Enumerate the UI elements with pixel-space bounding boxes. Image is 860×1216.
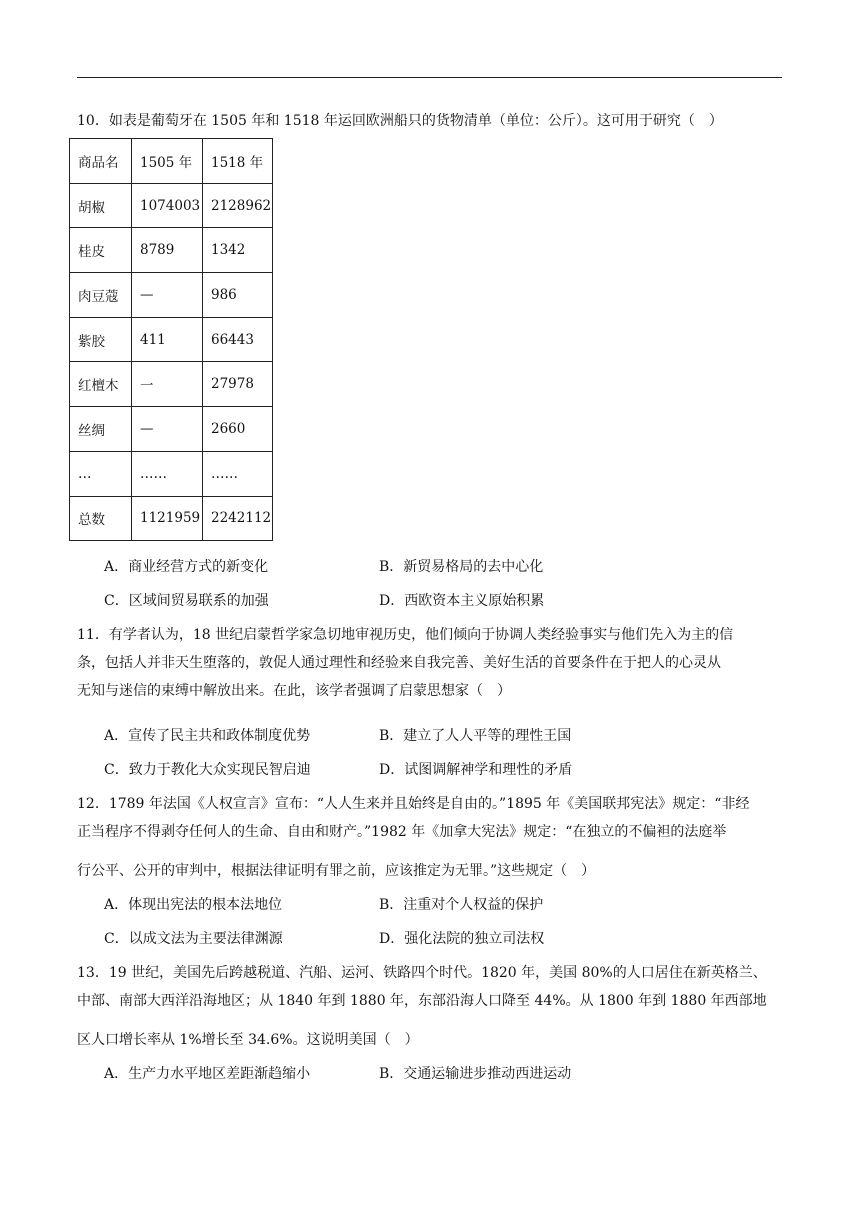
table-cell: 丝绸 bbox=[70, 407, 132, 452]
q12-option-b: B．注重对个人权益的保护 bbox=[379, 897, 544, 913]
q11-option-d: D．试图调解神学和理性的矛盾 bbox=[379, 762, 573, 778]
q10-option-d: D．西欧资本主义原始积累 bbox=[379, 593, 545, 609]
q10-option-a: A．商业经营方式的新变化 bbox=[104, 559, 269, 575]
table-cell: 411 bbox=[132, 317, 203, 362]
q12-line-2: 正当程序不得剥夺任何人的生命、自由和财产。”1982 年《加拿大宪法》规定：“在独立的不偏袒的法庭举 bbox=[77, 824, 727, 840]
table-cell: 胡椒 bbox=[70, 183, 132, 228]
table-cell: 总数 bbox=[70, 496, 132, 541]
q11-option-b: B．建立了人人平等的理性王国 bbox=[379, 728, 572, 744]
table-cell: 2660 bbox=[203, 407, 273, 452]
table-header-cell: 1505 年 bbox=[132, 139, 203, 184]
q12-line-3: 行公平、公开的审判中，根据法律证明有罪之前，应该推定为无罪。”这些规定（ ） bbox=[77, 863, 596, 879]
q11-option-c: C．致力于教化大众实现民智启迪 bbox=[104, 762, 311, 778]
table-cell: … bbox=[70, 451, 132, 496]
table-header-cell: 商品名 bbox=[70, 139, 132, 184]
table-header-row bbox=[70, 139, 273, 184]
q12-option-a: A．体现出宪法的根本法地位 bbox=[104, 897, 283, 913]
q13-option-b: B．交通运输进步推动西进运动 bbox=[379, 1066, 572, 1082]
table-cell: 986 bbox=[203, 273, 273, 318]
q12-line-1: 12．1789 年法国《人权宣言》宣布：“人人生来并且始终是自由的。”1895 年《美国联邦宪法》规定：“非经 bbox=[77, 796, 750, 812]
q11-option-a: A．宣传了民主共和政体制度优势 bbox=[104, 728, 311, 744]
table-cell: 桂皮 bbox=[70, 228, 132, 273]
q10-option-c: C．区域间贸易联系的加强 bbox=[104, 593, 269, 609]
q11-line-3: 无知与迷信的束缚中解放出来。在此，该学者强调了启蒙思想家（ ） bbox=[77, 683, 511, 699]
table-cell: 1342 bbox=[203, 228, 273, 273]
table-cell: 2128962 bbox=[203, 183, 273, 228]
q13-line-3: 区人口增长率从 1%增长至 34.6%。这说明美国（ ） bbox=[77, 1032, 419, 1048]
table-row bbox=[70, 496, 273, 541]
table-header-cell: 1518 年 bbox=[203, 139, 273, 184]
table-row bbox=[70, 407, 273, 452]
table-row bbox=[70, 317, 273, 362]
table-row bbox=[70, 451, 273, 496]
table-cell: — bbox=[132, 407, 203, 452]
q13-line-2: 中部、南部大西洋沿海地区；从 1840 年到 1880 年，东部沿海人口降至 44%。从 1800 年到 1880 年西部地 bbox=[77, 993, 767, 1009]
table-row bbox=[70, 273, 273, 318]
table-cell: 2242112 bbox=[203, 496, 273, 541]
table-cell: 肉豆蔻 bbox=[70, 273, 132, 318]
q11-line-2: 条，包括人并非天生堕落的，敦促人通过理性和经验来自我完善、美好生活的首要条件在于把人的心灵从 bbox=[77, 655, 721, 671]
table-cell: 一 bbox=[132, 362, 203, 407]
table-cell: …… bbox=[132, 451, 203, 496]
table-cell: 66443 bbox=[203, 317, 273, 362]
table-cell: 27978 bbox=[203, 362, 273, 407]
table-cell: — bbox=[132, 273, 203, 318]
q11-line-1: 11．有学者认为，18 世纪启蒙哲学家急切地审视历史，他们倾向于协调人类经验事实与他们先入为主的信 bbox=[77, 627, 734, 643]
table-row bbox=[70, 362, 273, 407]
table-row bbox=[70, 228, 273, 273]
q13-line-1: 13．19 世纪，美国先后跨越税道、汽船、运河、铁路四个时代。1820 年，美国 80%的人口居住在新英格兰、 bbox=[77, 965, 767, 981]
table-cell: …… bbox=[203, 451, 273, 496]
cargo-table bbox=[69, 138, 273, 541]
q10-stem: 10．如表是葡萄牙在 1505 年和 1518 年运回欧洲船只的货物清单（单位：公斤）。这可用于研究（ ） bbox=[77, 113, 723, 129]
table-cell: 1074003 bbox=[132, 183, 203, 228]
table-cell: 1121959 bbox=[132, 496, 203, 541]
q12-option-c: C．以成文法为主要法律渊源 bbox=[104, 931, 283, 947]
header-rule bbox=[77, 77, 782, 78]
table-cell: 红檀木 bbox=[70, 362, 132, 407]
q13-option-a: A．生产力水平地区差距渐趋缩小 bbox=[104, 1066, 311, 1082]
table-cell: 8789 bbox=[132, 228, 203, 273]
q12-option-d: D．强化法院的独立司法权 bbox=[379, 931, 545, 947]
q10-option-b: B．新贸易格局的去中心化 bbox=[379, 559, 544, 575]
table-cell: 紫胶 bbox=[70, 317, 132, 362]
table-row bbox=[70, 183, 273, 228]
